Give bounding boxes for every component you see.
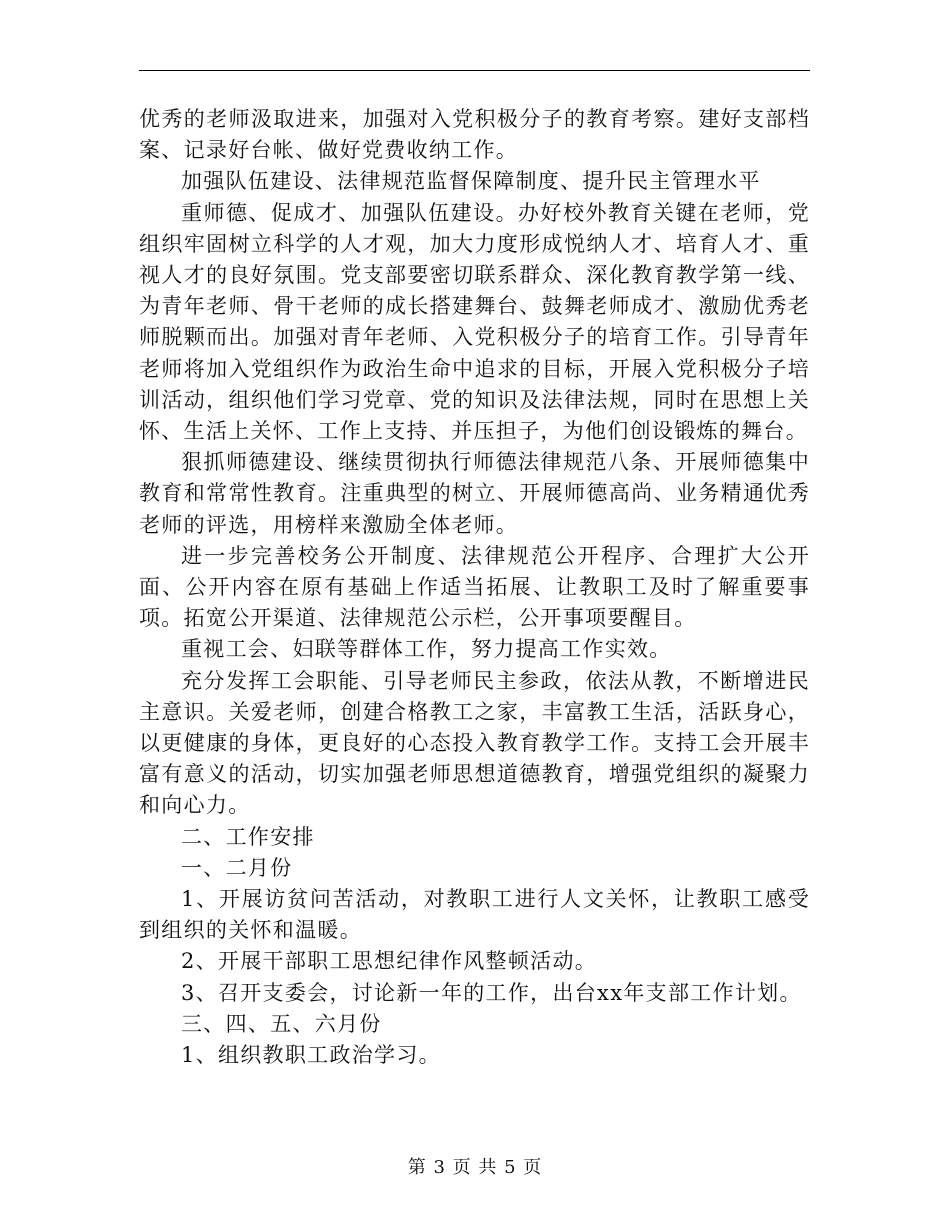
section-heading: 二、工作安排 [181,824,315,849]
subsection-heading: 一、二月份 [181,855,293,880]
section-heading: 重视工会、妇联等群体工作，努力提高工作实效。 [181,637,672,662]
list-item: 2、开展干部职工思想纪律作风整顿活动。 [181,949,598,974]
list-item: 1、组织教职工政治学习。 [181,1043,441,1068]
paragraph: 重师德、促成才、加强队伍建设。办好校外教育关键在老师，党组织牢固树立科学的人才观，加大力度形成悦纳人才、培育人才、重视人才的良好氛围。党支部要密切联系群众、深化教育教学第一线、为青年老师、骨干老师的成长搭建舞台、鼓舞老师成才、激励优秀老师脱颗而出。加强对青年老师、入党积极分子的培育工作。引导青年老师将加入党组织作为政治生命中追求的目标，开展入党积极分子培训活动，组织他们学习党章、党的知识及法律法规，同时在思想上关怀、生活上关怀、工作上支持、并压担子，为他们创设锻炼的舞台。 [139,200,810,444]
header-rule [139,70,810,71]
list-item: 3、召开支委会，讨论新一年的工作，出台xx年支部工作计划。 [181,980,802,1005]
paragraph: 充分发挥工会职能、引导老师民主参政，依法从教，不断增进民主意识。关爱老师，创建合格教工之家，丰富教工生活，活跃身心，以更健康的身体，更良好的心态投入教育教学工作。支持工会开展丰富有意义的活动，切实加强老师思想道德教育，增强党组织的凝聚力和向心力。 [139,668,810,818]
paragraph: 进一步完善校务公开制度、法律规范公开程序、合理扩大公开面、公开内容在原有基础上作适当拓展、让教职工及时了解重要事项。拓宽公开渠道、法律规范公示栏，公开事项要醒目。 [139,543,810,631]
subsection-heading: 三、四、五、六月份 [181,1011,382,1036]
document-body [139,104,810,1071]
list-item: 1、开展访贫问苦活动，对教职工进行人文关怀，让教职工感受到组织的关怀和温暖。 [139,887,810,943]
paragraph: 优秀的老师汲取进来，加强对入党积极分子的教育考察。建好支部档案、记录好台帐、做好党费收纳工作。 [139,107,810,163]
page-number-footer: 第 3 页 共 5 页 [407,1157,543,1178]
paragraph: 狠抓师德建设、继续贯彻执行师德法律规范八条、开展师德集中教育和常常性教育。注重典型的树立、开展师德高尚、业务精通优秀老师的评选，用榜样来激励全体老师。 [139,450,810,537]
section-heading: 加强队伍建设、法律规范监督保障制度、提升民主管理水平 [181,169,761,194]
